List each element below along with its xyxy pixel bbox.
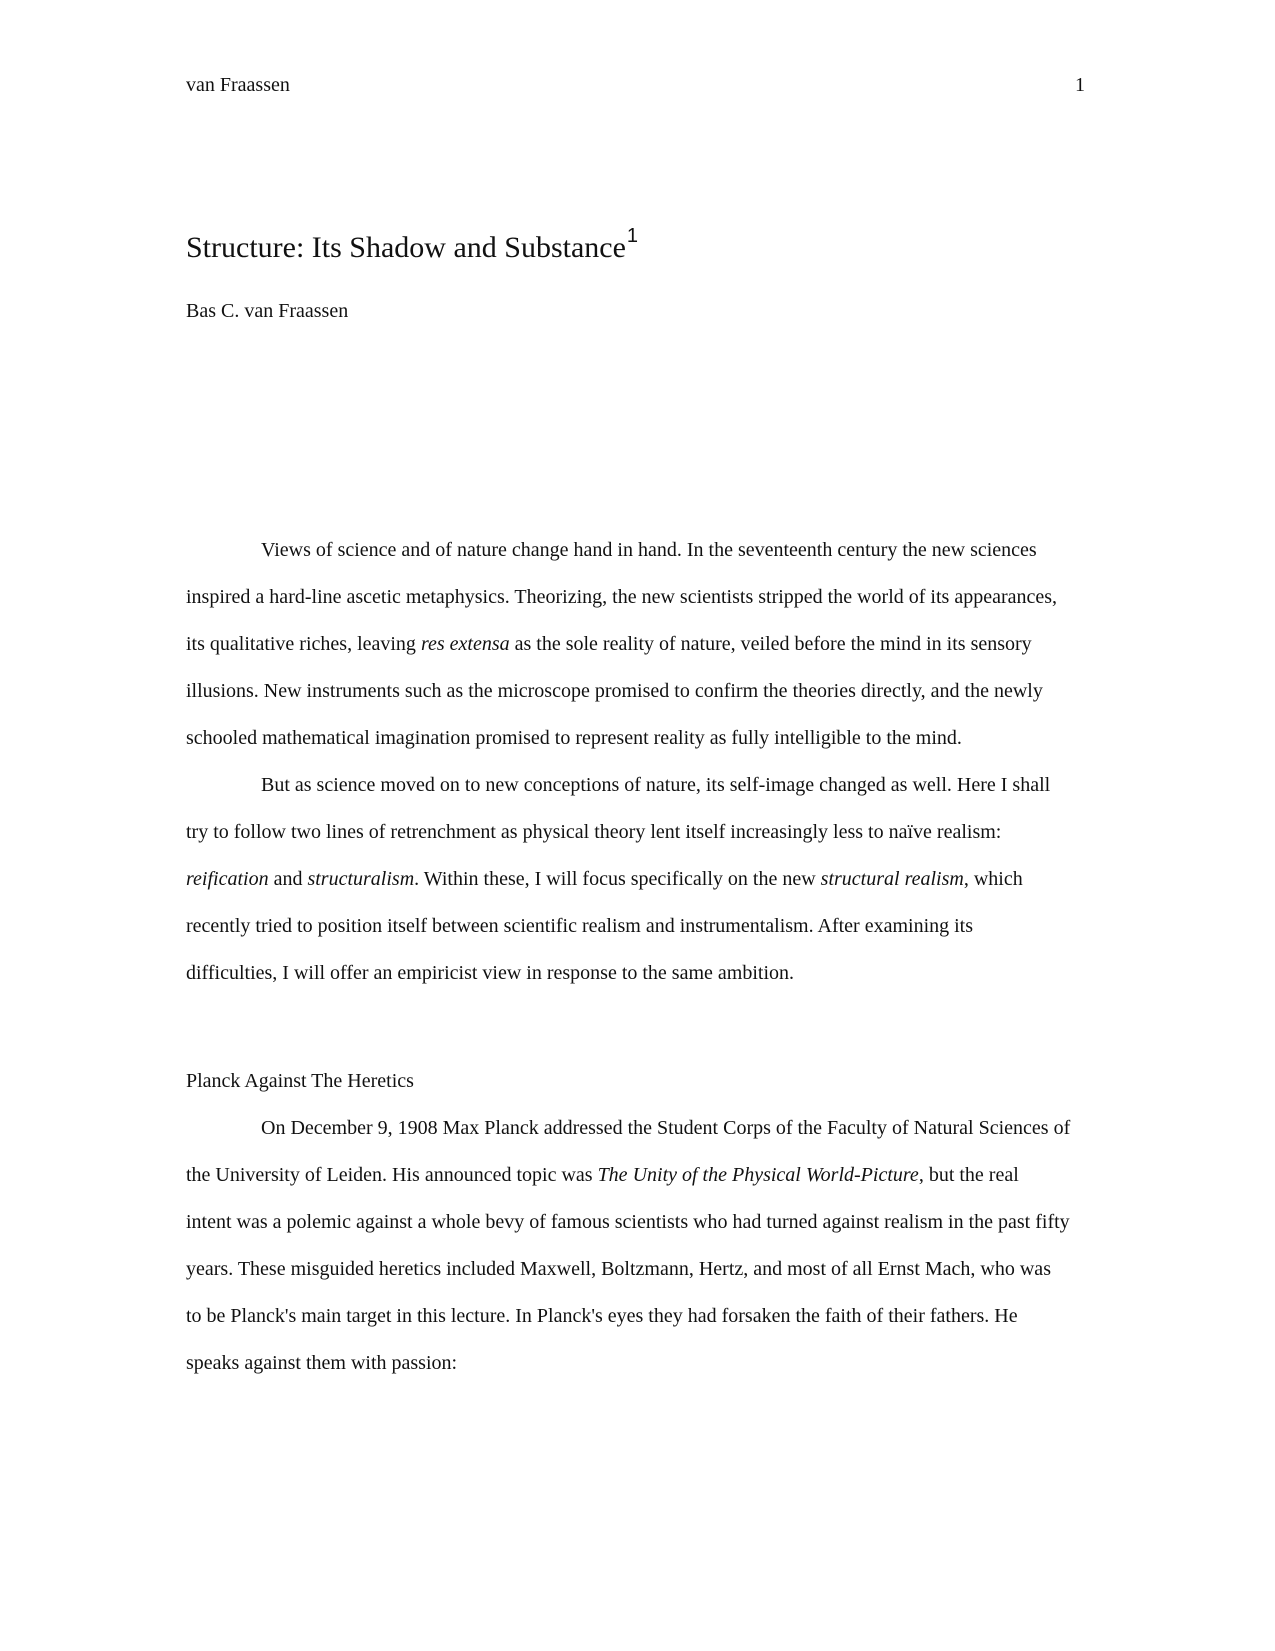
para2-line3-c: , which bbox=[963, 868, 1023, 890]
para2-line3-italic3: structural realism bbox=[820, 868, 964, 890]
para1-line5: schooled mathematical imagination promised to represent reality as fully intelligible to the mind. bbox=[186, 727, 962, 749]
para2-line3-a: and bbox=[268, 868, 308, 890]
para2-line4: recently tried to position itself between scientific realism and instrumentalism. After examining its bbox=[186, 915, 974, 937]
paper-title bbox=[186, 222, 638, 266]
para1-line3-b: as the sole reality of nature, veiled before the mind in its sensory bbox=[509, 633, 1032, 655]
para2-line1: But as science moved on to new conceptions of nature, its self-image changed as well. Here I shall bbox=[261, 774, 1051, 796]
para3-line5: to be Planck's main target in this lecture. In Planck's eyes they had forsaken the faith of their fathers. He bbox=[186, 1305, 1018, 1327]
para2-line3-italic1: reification bbox=[186, 868, 269, 890]
author-name: Bas C. van Fraassen bbox=[186, 300, 349, 322]
paper-title-text: Structure: Its Shadow and Substance bbox=[186, 231, 626, 264]
footnote-mark[interactable]: 1 bbox=[626, 225, 639, 247]
para2-line3-italic2: structuralism bbox=[307, 868, 415, 890]
para2-line3 bbox=[186, 867, 1023, 891]
running-header-author: van Fraassen bbox=[186, 74, 290, 96]
para3-line2-b: , but the real bbox=[918, 1164, 1019, 1186]
page-number: 1 bbox=[1075, 74, 1085, 96]
para3-line3: intent was a polemic against a whole bevy of famous scientists who had turned against realism in the past fifty bbox=[186, 1211, 1070, 1233]
para3-line6: speaks against them with passion: bbox=[186, 1352, 458, 1374]
para3-line2-a: the University of Leiden. His announced topic was bbox=[186, 1164, 598, 1186]
para1-line3 bbox=[186, 632, 1032, 656]
section-heading: Planck Against The Heretics bbox=[186, 1070, 414, 1092]
para2-line3-b: . Within these, I will focus specifically on the new bbox=[414, 868, 821, 890]
para3-line2 bbox=[186, 1163, 1019, 1187]
para1-line3-italic: res extensa bbox=[420, 633, 510, 655]
para2-line2: try to follow two lines of retrenchment as physical theory lent itself increasingly less to naïve realism: bbox=[186, 821, 1002, 843]
para1-line4: illusions. New instruments such as the microscope promised to confirm the theories directly, and the newly bbox=[186, 680, 1043, 702]
para3-line1: On December 9, 1908 Max Planck addressed the Student Corps of the Faculty of Natural Sciences of bbox=[261, 1117, 1071, 1139]
para2-line5: difficulties, I will offer an empiricist view in response to the same ambition. bbox=[186, 962, 795, 984]
para1-line1: Views of science and of nature change hand in hand. In the seventeenth century the new sciences bbox=[261, 539, 1037, 561]
para3-line2-italic: The Unity of the Physical World-Picture bbox=[597, 1164, 919, 1186]
para1-line2: inspired a hard-line ascetic metaphysics. Theorizing, the new scientists stripped the world of its appearances, bbox=[186, 586, 1058, 608]
para1-line3-a: its qualitative riches, leaving bbox=[186, 633, 421, 655]
para3-line4: years. These misguided heretics included Maxwell, Boltzmann, Hertz, and most of all Ernst Mach, who was bbox=[186, 1258, 1051, 1280]
